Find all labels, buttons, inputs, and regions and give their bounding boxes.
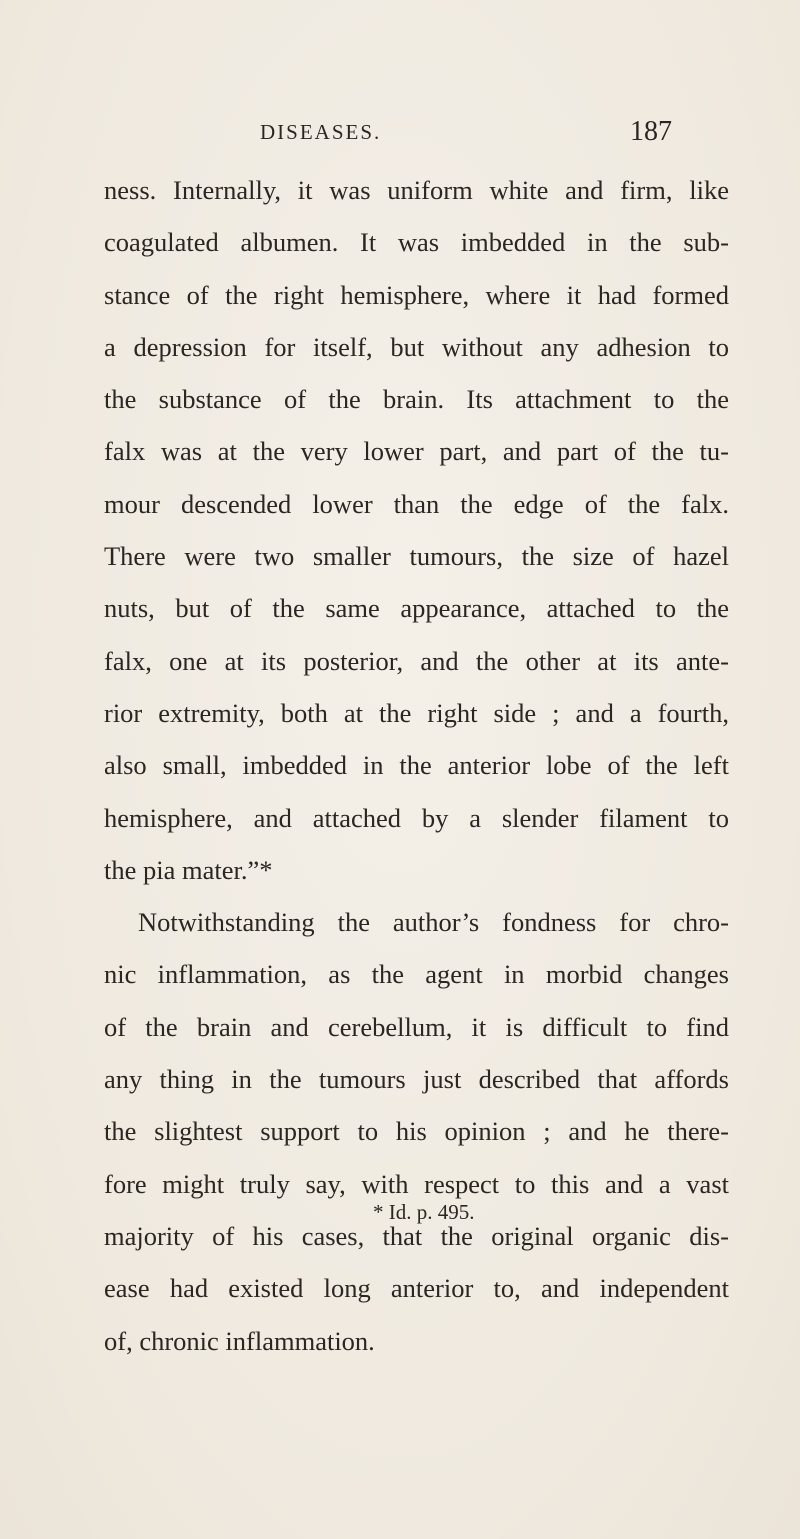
footnote: * Id. p. 495. (373, 1200, 475, 1224)
text-line: a depression for itself, but without any adhesion to (104, 331, 729, 362)
text-line: majority of his cases, that the original organic dis- (104, 1220, 729, 1251)
text-line: ease had existed long anterior to, and independent (104, 1273, 729, 1304)
text-line: of the brain and cerebellum, it is difficult to find (104, 1011, 729, 1042)
page-number: 187 (630, 116, 672, 147)
text-line: There were two smaller tumours, the size of hazel (104, 541, 729, 572)
text-line: hemisphere, and attached by a slender filament to (104, 802, 729, 833)
text-line: also small, imbedded in the anterior lobe of the left (104, 750, 729, 781)
text-line: the substance of the brain. Its attachment to the (104, 384, 729, 415)
text-line: fore might truly say, with respect to this and a vast (104, 1168, 729, 1199)
text-line: mour descended lower than the edge of the falx. (104, 488, 729, 519)
text-line: falx was at the very lower part, and part of the tu- (104, 436, 729, 467)
text-line: Notwithstanding the author’s fondness for chro- (138, 907, 729, 938)
text-line: the pia mater.”* (104, 854, 273, 885)
text-line: ness. Internally, it was uniform white and firm, like (104, 175, 729, 205)
text-line: stance of the right hemisphere, where it had formed (104, 279, 729, 310)
text-line: falx, one at its posterior, and the other at its ante- (104, 645, 729, 676)
text-line: coagulated albumen. It was imbedded in the sub- (104, 227, 729, 258)
running-head: DISEASES. (260, 120, 382, 144)
text-line: any thing in the tumours just described that affords (104, 1064, 729, 1095)
text-line: rior extremity, both at the right side ; and a fourth, (104, 697, 729, 728)
body-text (104, 164, 729, 1367)
text-line: nic inflammation, as the agent in morbid changes (104, 959, 729, 990)
page-header (0, 112, 800, 152)
text-line: of, chronic inflammation. (104, 1325, 375, 1356)
text-line: the slightest support to his opinion ; and he there- (104, 1116, 729, 1147)
text-line: nuts, but of the same appearance, attached to the (104, 593, 729, 624)
